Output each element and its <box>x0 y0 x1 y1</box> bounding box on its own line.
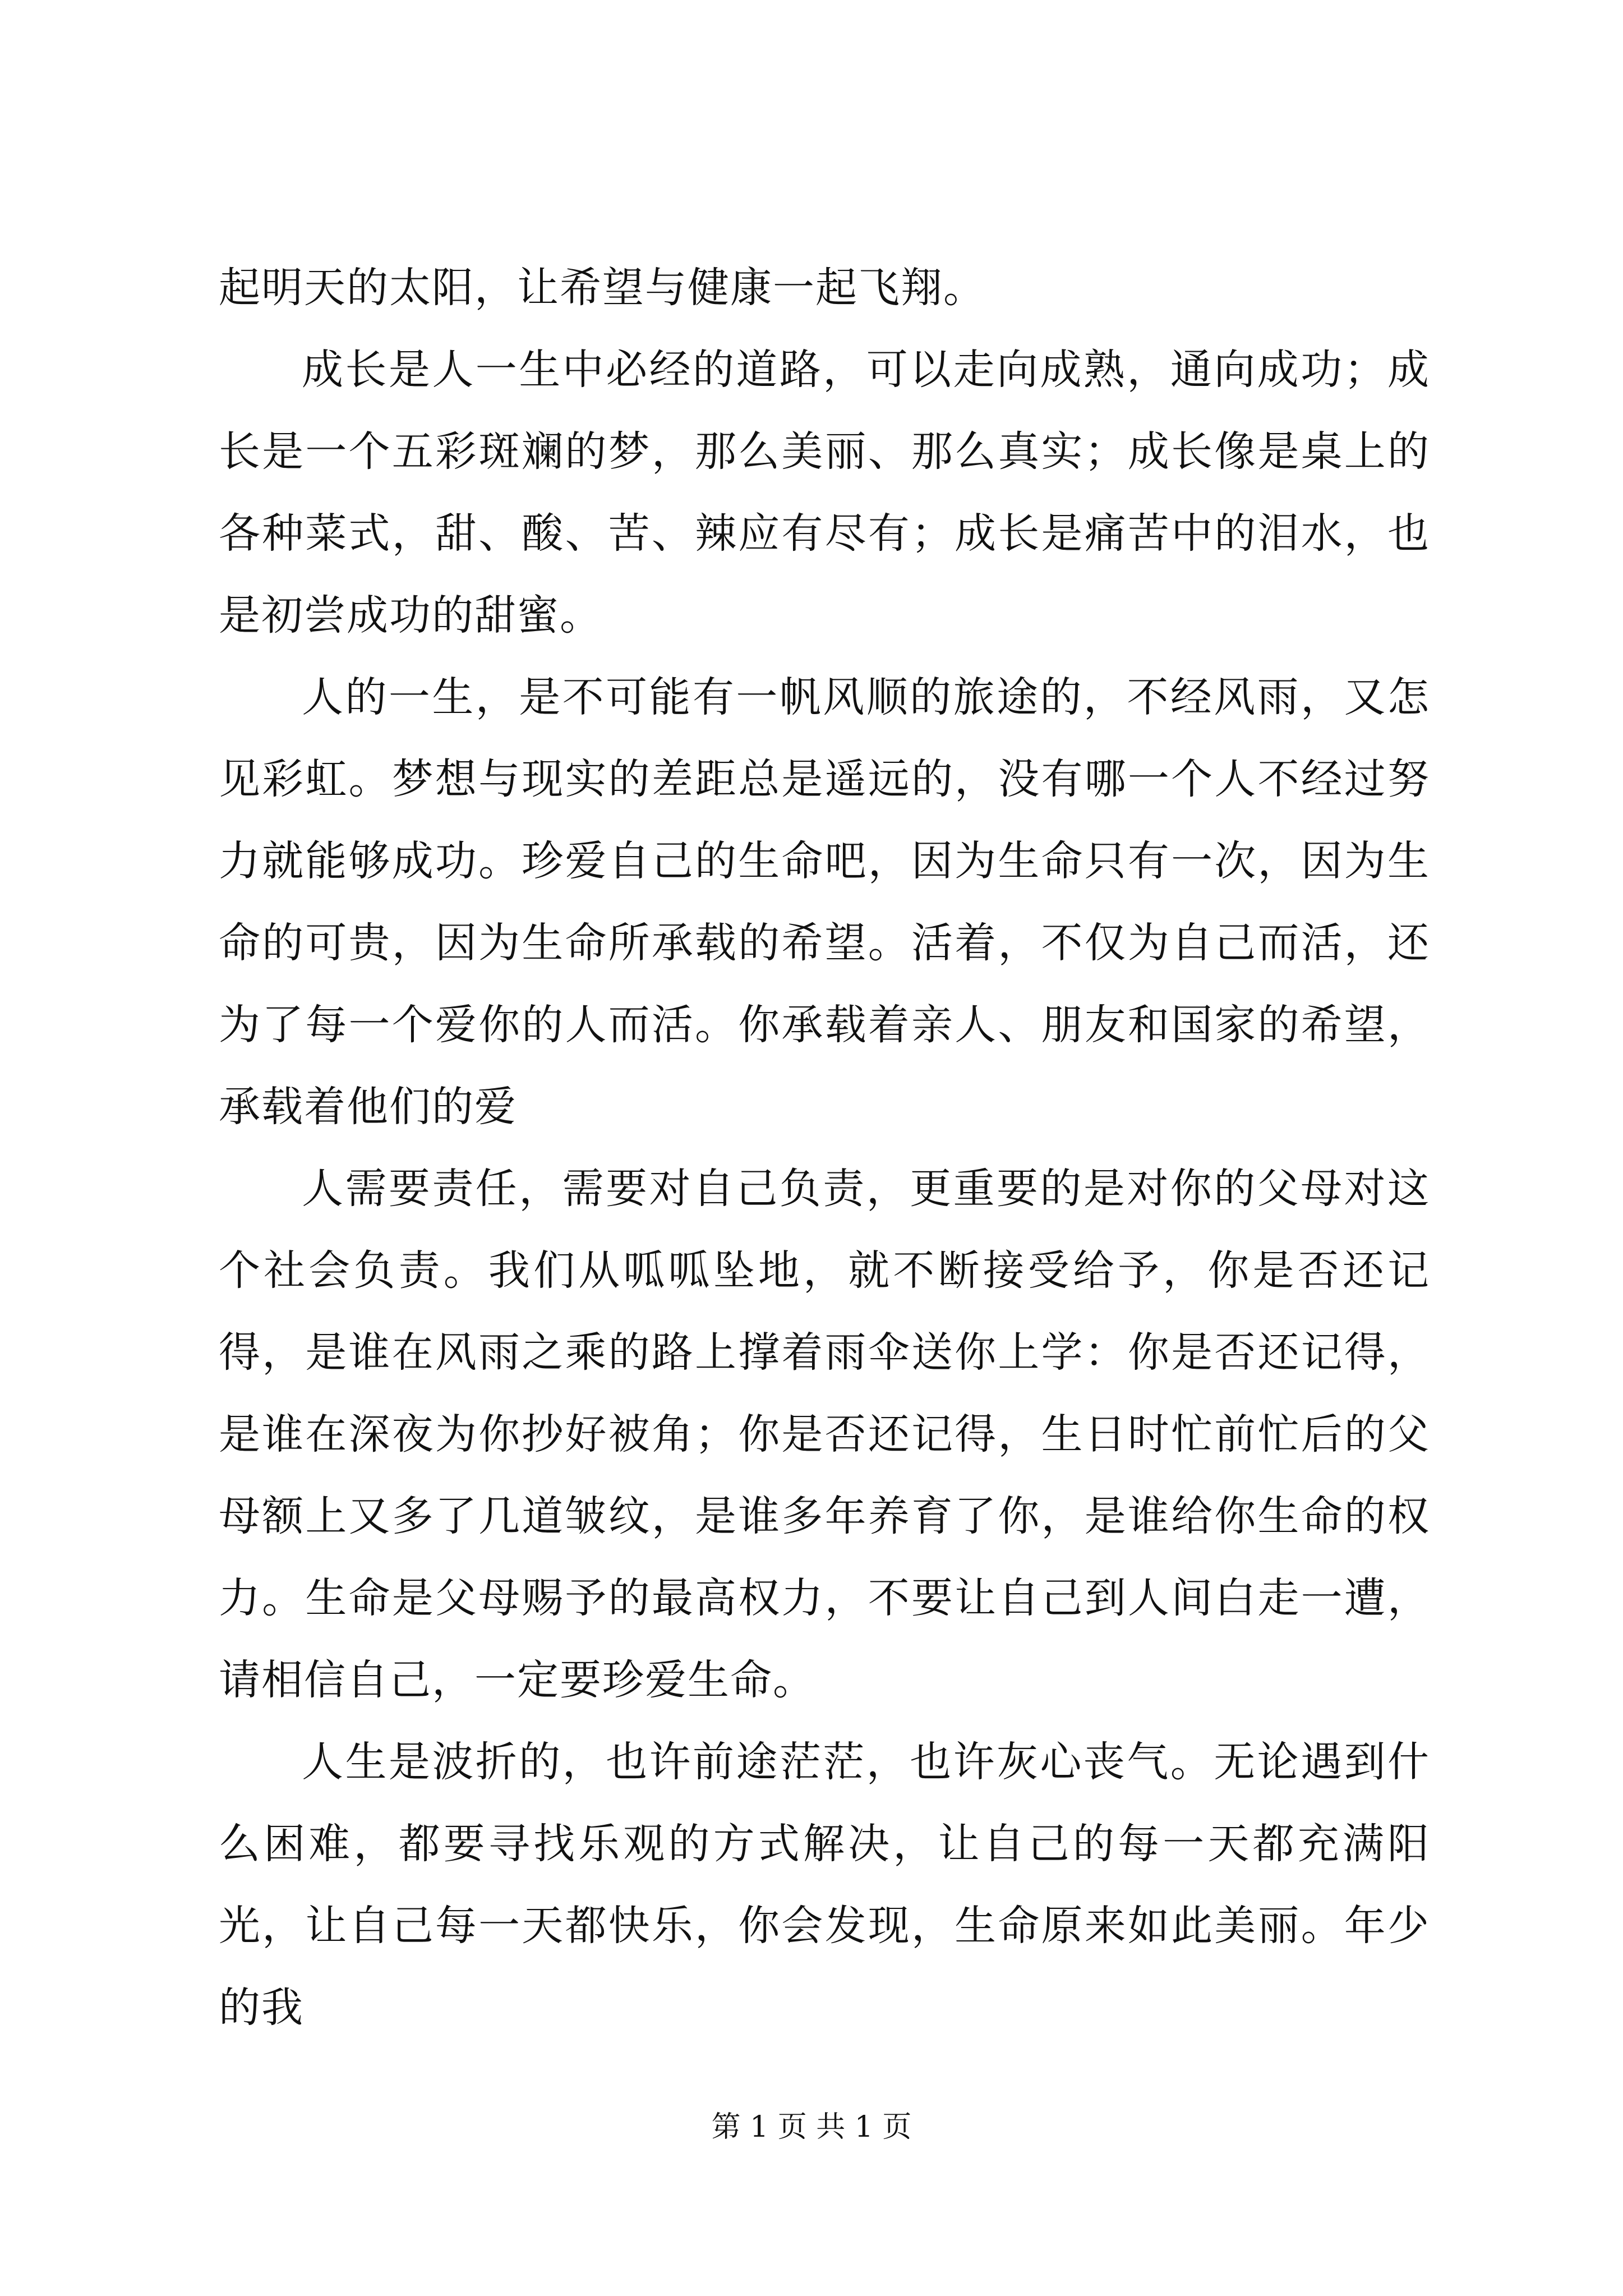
paragraph-4: 人需要责任，需要对自己负责，更重要的是对你的父母对这个社会负责。我们从呱呱坠地，就不断接受给予，你是否还记得，是谁在风雨之乘的路上撑着雨伞送你上学：你是否还记得，是谁在深夜为你抄好被角；你是否还记得，生日时忙前忙后的父母额上又多了几道皱纹，是谁多年养育了你，是谁给你生命的权力。生命是父母赐予的最高权力，不要让自己到人间白走一遭，请相信自己，一定要珍爱生命。 <box>219 1165 1430 1704</box>
page-number-text: 第 1 页 共 1 页 <box>711 2110 912 2144</box>
paragraph-1: 起明天的太阳，让希望与健康一起飞翔。 <box>219 264 986 312</box>
page-footer <box>0 2109 1623 2145</box>
document-body <box>219 247 1430 2049</box>
paragraph-3: 人的一生，是不可能有一帆风顺的旅途的，不经风雨，又怎见彩虹。梦想与现实的差距总是遥远的，没有哪一个人不经过努力就能够成功。珍爱自己的生命吧，因为生命只有一次，因为生命的可贵，因为生命所承载的希望。活着，不仅为自己而活，还为了每一个爱你的人而活。你承载着亲人、朋友和国家的希望，承载着他们的爱 <box>219 673 1430 1131</box>
paragraph-2: 成长是人一生中必经的道路，可以走向成熟，通向成功；成长是一个五彩斑斓的梦，那么美丽、那么真实；成长像是桌上的各种菜式，甜、酸、苦、辣应有尽有；成长是痛苦中的泪水，也是初尝成功的甜蜜。 <box>219 346 1430 639</box>
paragraph-5: 人生是波折的，也许前途茫茫，也许灰心丧气。无论遇到什么困难，都要寻找乐观的方式解决，让自己的每一天都充满阳光，让自己每一天都快乐，你会发现，生命原来如此美丽。年少的我 <box>219 1738 1430 2032</box>
